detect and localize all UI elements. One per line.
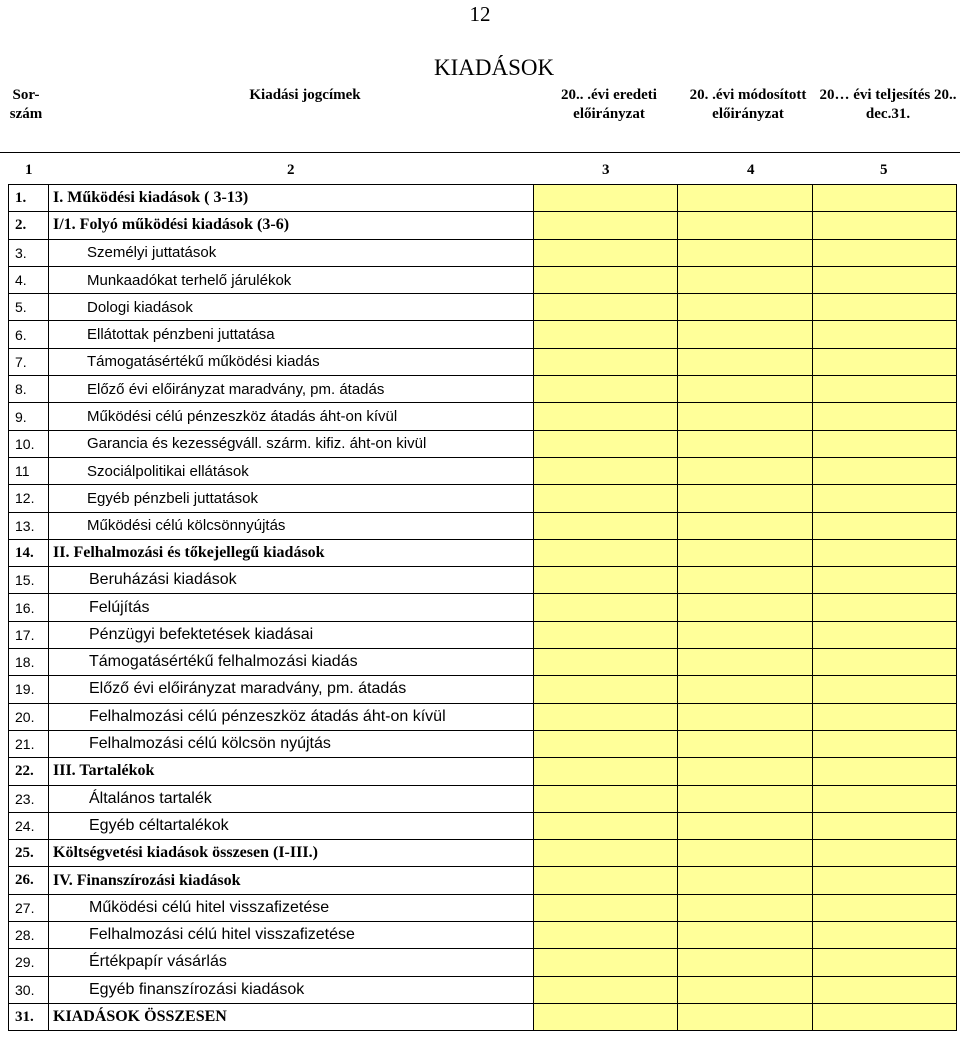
teljesites-cell[interactable]	[813, 567, 957, 594]
row-label: Működési célú pénzeszköz átadás áht-on kívül	[49, 403, 534, 430]
teljesites-cell[interactable]	[813, 266, 957, 293]
eredeti-cell[interactable]	[534, 894, 678, 921]
teljesites-cell[interactable]	[813, 430, 957, 457]
row-number: 7.	[9, 348, 49, 375]
modositott-cell[interactable]	[678, 430, 813, 457]
table-row	[9, 867, 957, 894]
teljesites-cell[interactable]	[813, 403, 957, 430]
row-number: 21.	[9, 730, 49, 757]
row-label: Egyéb pénzbeli juttatások	[49, 485, 534, 512]
row-label: II. Felhalmozási és tőkejellegű kiadások	[49, 539, 534, 566]
row-number: 29.	[9, 949, 49, 976]
teljesites-cell[interactable]	[813, 539, 957, 566]
modositott-cell[interactable]	[678, 949, 813, 976]
teljesites-cell[interactable]	[813, 703, 957, 730]
row-number: 14.	[9, 539, 49, 566]
teljesites-cell[interactable]	[813, 294, 957, 321]
modositott-cell[interactable]	[678, 403, 813, 430]
eredeti-cell[interactable]	[534, 621, 678, 648]
modositott-cell[interactable]	[678, 457, 813, 484]
modositott-cell[interactable]	[678, 512, 813, 539]
row-number: 26.	[9, 867, 49, 894]
modositott-cell[interactable]	[678, 785, 813, 812]
row-label: Költségvetési kiadások összesen (I-III.)	[49, 840, 534, 867]
table-row	[9, 457, 957, 484]
row-label: Egyéb céltartalékok	[49, 812, 534, 839]
teljesites-cell[interactable]	[813, 676, 957, 703]
row-label: IV. Finanszírozási kiadások	[49, 867, 534, 894]
table-row	[9, 1003, 957, 1030]
column-number: 3	[602, 162, 610, 178]
teljesites-cell[interactable]	[813, 348, 957, 375]
eredeti-cell[interactable]	[534, 730, 678, 757]
header-sorszam: Sor-szám	[9, 87, 43, 122]
row-label: Támogatásértékű felhalmozási kiadás	[49, 649, 534, 676]
modositott-cell[interactable]	[678, 594, 813, 621]
table-row	[9, 294, 957, 321]
header-kiadasi-jogcimek: Kiadási jogcímek	[249, 87, 361, 103]
eredeti-cell[interactable]	[534, 567, 678, 594]
modositott-cell[interactable]	[678, 703, 813, 730]
row-number: 27.	[9, 894, 49, 921]
page-number: 12	[469, 2, 491, 26]
modositott-cell[interactable]	[678, 922, 813, 949]
row-number: 23.	[9, 785, 49, 812]
eredeti-cell[interactable]	[534, 649, 678, 676]
table-row	[9, 485, 957, 512]
eredeti-cell[interactable]	[534, 1003, 678, 1030]
row-label: Felhalmozási célú pénzeszköz átadás áht-on kívül	[49, 703, 534, 730]
teljesites-cell[interactable]	[813, 949, 957, 976]
eredeti-cell[interactable]	[534, 212, 678, 239]
row-number: 13.	[9, 512, 49, 539]
table-row	[9, 730, 957, 757]
row-label: Általános tartalék	[49, 785, 534, 812]
header-eredeti-eloiranyzat: 20.. .évi eredeti előirányzat	[561, 87, 657, 122]
header-modositott-eloiranyzat: 20. .évi módosított előirányzat	[689, 87, 807, 122]
teljesites-cell[interactable]	[813, 758, 957, 785]
modositott-cell[interactable]	[678, 621, 813, 648]
row-number: 18.	[9, 649, 49, 676]
teljesites-cell[interactable]	[813, 321, 957, 348]
row-number: 8.	[9, 376, 49, 403]
kiadasok-table	[8, 184, 957, 1031]
eredeti-cell[interactable]	[534, 294, 678, 321]
row-label: Ellátottak pénzbeni juttatása	[49, 321, 534, 348]
row-number: 3.	[9, 239, 49, 266]
teljesites-cell[interactable]	[813, 1003, 957, 1030]
teljesites-cell[interactable]	[813, 185, 957, 212]
modositott-cell[interactable]	[678, 321, 813, 348]
row-number: 20.	[9, 703, 49, 730]
eredeti-cell[interactable]	[534, 840, 678, 867]
eredeti-cell[interactable]	[534, 512, 678, 539]
modositott-cell[interactable]	[678, 676, 813, 703]
teljesites-cell[interactable]	[813, 867, 957, 894]
row-label: Felhalmozási célú hitel visszafizetése	[49, 922, 534, 949]
table-row	[9, 567, 957, 594]
teljesites-cell[interactable]	[813, 212, 957, 239]
row-label: Pénzügyi befektetések kiadásai	[49, 621, 534, 648]
header-teljesites: 20… évi teljesítés 20.. dec.31.	[819, 87, 957, 122]
table-row	[9, 212, 957, 239]
eredeti-cell[interactable]	[534, 376, 678, 403]
eredeti-cell[interactable]	[534, 239, 678, 266]
eredeti-cell[interactable]	[534, 867, 678, 894]
teljesites-cell[interactable]	[813, 485, 957, 512]
row-number: 24.	[9, 812, 49, 839]
eredeti-cell[interactable]	[534, 703, 678, 730]
table-row	[9, 403, 957, 430]
teljesites-cell[interactable]	[813, 840, 957, 867]
eredeti-cell[interactable]	[534, 348, 678, 375]
row-label: Dologi kiadások	[49, 294, 534, 321]
table-row	[9, 976, 957, 1003]
row-number: 16.	[9, 594, 49, 621]
teljesites-cell[interactable]	[813, 976, 957, 1003]
teljesites-cell[interactable]	[813, 922, 957, 949]
teljesites-cell[interactable]	[813, 894, 957, 921]
row-number: 1.	[9, 185, 49, 212]
row-label: Személyi juttatások	[49, 239, 534, 266]
row-number: 28.	[9, 922, 49, 949]
row-label: Munkaadókat terhelő járulékok	[49, 266, 534, 293]
teljesites-cell[interactable]	[813, 812, 957, 839]
teljesites-cell[interactable]	[813, 239, 957, 266]
eredeti-cell[interactable]	[534, 430, 678, 457]
row-label: Garancia és kezességváll. szárm. kifiz. áht-on kivül	[49, 430, 534, 457]
modositott-cell[interactable]	[678, 976, 813, 1003]
eredeti-cell[interactable]	[534, 485, 678, 512]
row-label: III. Tartalékok	[49, 758, 534, 785]
table-row	[9, 703, 957, 730]
teljesites-cell[interactable]	[813, 649, 957, 676]
table-row	[9, 239, 957, 266]
column-number: 4	[747, 162, 755, 178]
row-number: 5.	[9, 294, 49, 321]
eredeti-cell[interactable]	[534, 785, 678, 812]
row-label: Működési célú kölcsönnyújtás	[49, 512, 534, 539]
column-number: 1	[25, 162, 33, 178]
table-row	[9, 676, 957, 703]
row-label: I/1. Folyó működési kiadások (3-6)	[49, 212, 534, 239]
row-number: 10.	[9, 430, 49, 457]
table-row	[9, 785, 957, 812]
row-number: 11	[9, 457, 49, 484]
row-number: 22.	[9, 758, 49, 785]
eredeti-cell[interactable]	[534, 403, 678, 430]
table-row	[9, 430, 957, 457]
table-row	[9, 758, 957, 785]
modositott-cell[interactable]	[678, 758, 813, 785]
eredeti-cell[interactable]	[534, 266, 678, 293]
table-row	[9, 649, 957, 676]
table-row	[9, 321, 957, 348]
modositott-cell[interactable]	[678, 294, 813, 321]
row-number: 12.	[9, 485, 49, 512]
row-number: 25.	[9, 840, 49, 867]
table-row	[9, 376, 957, 403]
table-row	[9, 185, 957, 212]
row-label: I. Működési kiadások ( 3-13)	[49, 185, 534, 212]
page-title: KIADÁSOK	[434, 55, 555, 80]
modositott-cell[interactable]	[678, 649, 813, 676]
row-label: Támogatásértékű működési kiadás	[49, 348, 534, 375]
modositott-cell[interactable]	[678, 185, 813, 212]
row-label: Működési célú hitel visszafizetése	[49, 894, 534, 921]
row-number: 2.	[9, 212, 49, 239]
row-label: Felhalmozási célú kölcsön nyújtás	[49, 730, 534, 757]
table-row	[9, 266, 957, 293]
modositott-cell[interactable]	[678, 812, 813, 839]
row-label: Előző évi előirányzat maradvány, pm. átadás	[49, 376, 534, 403]
eredeti-cell[interactable]	[534, 594, 678, 621]
eredeti-cell[interactable]	[534, 457, 678, 484]
modositott-cell[interactable]	[678, 567, 813, 594]
modositott-cell[interactable]	[678, 840, 813, 867]
table-row	[9, 840, 957, 867]
table-row	[9, 949, 957, 976]
header-divider	[0, 152, 960, 153]
row-label: Előző évi előirányzat maradvány, pm. átadás	[49, 676, 534, 703]
modositott-cell[interactable]	[678, 1003, 813, 1030]
eredeti-cell[interactable]	[534, 539, 678, 566]
row-number: 19.	[9, 676, 49, 703]
row-number: 17.	[9, 621, 49, 648]
modositott-cell[interactable]	[678, 376, 813, 403]
teljesites-cell[interactable]	[813, 730, 957, 757]
row-label: Szociálpolitikai ellátások	[49, 457, 534, 484]
table-row	[9, 539, 957, 566]
table-row	[9, 594, 957, 621]
teljesites-cell[interactable]	[813, 594, 957, 621]
modositott-cell[interactable]	[678, 539, 813, 566]
table-row	[9, 922, 957, 949]
row-number: 31.	[9, 1003, 49, 1030]
row-label: KIADÁSOK ÖSSZESEN	[49, 1003, 534, 1030]
modositott-cell[interactable]	[678, 485, 813, 512]
modositott-cell[interactable]	[678, 867, 813, 894]
row-label: Felújítás	[49, 594, 534, 621]
table-row	[9, 621, 957, 648]
modositott-cell[interactable]	[678, 239, 813, 266]
modositott-cell[interactable]	[678, 212, 813, 239]
modositott-cell[interactable]	[678, 894, 813, 921]
teljesites-cell[interactable]	[813, 512, 957, 539]
teljesites-cell[interactable]	[813, 785, 957, 812]
eredeti-cell[interactable]	[534, 976, 678, 1003]
teljesites-cell[interactable]	[813, 621, 957, 648]
modositott-cell[interactable]	[678, 348, 813, 375]
eredeti-cell[interactable]	[534, 812, 678, 839]
teljesites-cell[interactable]	[813, 376, 957, 403]
row-number: 4.	[9, 266, 49, 293]
table-row	[9, 348, 957, 375]
table-row	[9, 812, 957, 839]
eredeti-cell[interactable]	[534, 321, 678, 348]
row-label: Beruházási kiadások	[49, 567, 534, 594]
eredeti-cell[interactable]	[534, 922, 678, 949]
row-number: 9.	[9, 403, 49, 430]
table-row	[9, 894, 957, 921]
eredeti-cell[interactable]	[534, 758, 678, 785]
row-label: Egyéb finanszírozási kiadások	[49, 976, 534, 1003]
column-number: 5	[880, 162, 888, 178]
row-number: 6.	[9, 321, 49, 348]
modositott-cell[interactable]	[678, 266, 813, 293]
teljesites-cell[interactable]	[813, 457, 957, 484]
eredeti-cell[interactable]	[534, 676, 678, 703]
modositott-cell[interactable]	[678, 730, 813, 757]
eredeti-cell[interactable]	[534, 185, 678, 212]
table-row	[9, 512, 957, 539]
row-label: Értékpapír vásárlás	[49, 949, 534, 976]
eredeti-cell[interactable]	[534, 949, 678, 976]
row-number: 30.	[9, 976, 49, 1003]
row-number: 15.	[9, 567, 49, 594]
column-number: 2	[287, 162, 295, 178]
